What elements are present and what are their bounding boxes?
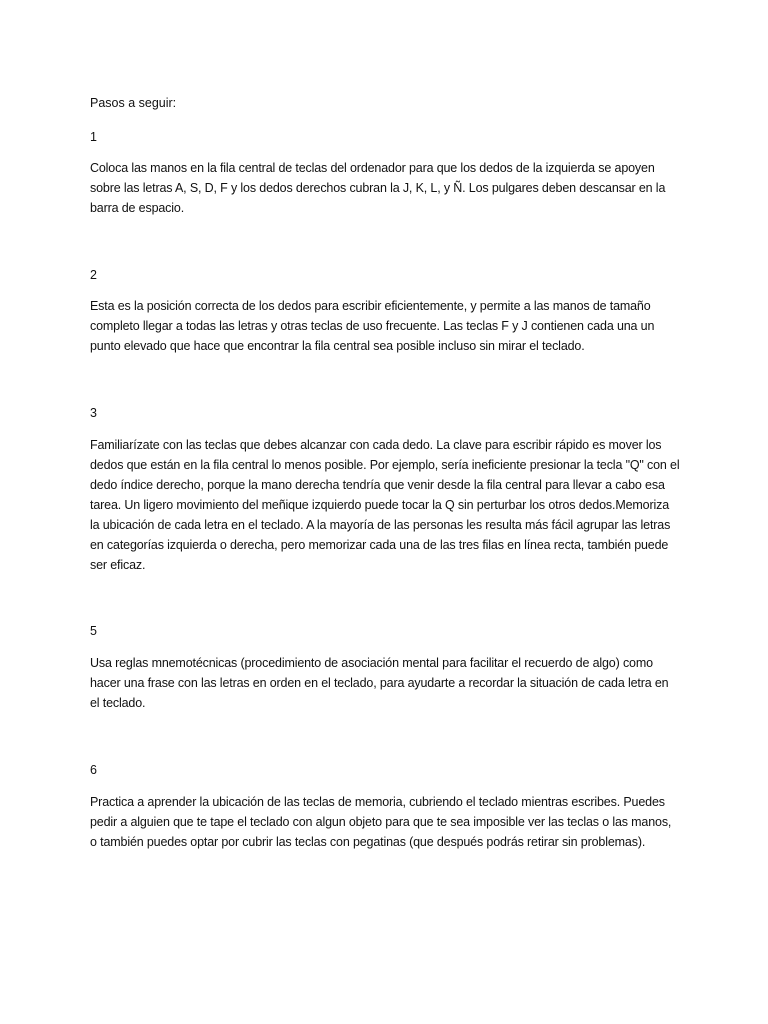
step-number: 2 (90, 268, 97, 282)
step-number: 1 (90, 130, 97, 144)
step-number: 3 (90, 406, 97, 420)
step-number: 5 (90, 624, 97, 638)
document-heading: Pasos a seguir: (90, 96, 177, 110)
step-text: Familiarízate con las teclas que debes alcanzar con cada dedo. La clave para escribir rápido es mover los dedos que están en la fila central lo menos posible. Por ejemplo, sería ineficiente presionar la tecla "Q" con el dedo índice derecho, porque la mano derecha tendría que venir desde la fila central para llevar a cabo esa tarea. Un ligero movimiento del meñique izquierdo puede tocar la Q sin perturbar los otros dedos.Memoriza la ubicación de cada letra en el teclado. A la mayoría de las personas les resulta más fácil agrupar las letras en categorías izquierda o derecha, pero memorizar cada una de las tres filas en línea recta, también puede ser eficaz. (90, 438, 680, 572)
step-text: Practica a aprender la ubicación de las teclas de memoria, cubriendo el teclado mientras escribes. Puedes pedir a alguien que te tape el teclado con algun objeto para que te sea imposible ver las teclas o las manos, o también puedes optar por cubrir las teclas con pegatinas (que después podrás retirar sin problemas). (90, 795, 672, 849)
step-text: Esta es la posición correcta de los dedos para escribir eficientemente, y permite a las manos de tamaño completo llegar a todas las letras y otras teclas de uso frecuente. Las teclas F y J contienen cada una un punto elevado que hace que encontrar la fila central sea posible incluso sin mirar el teclado. (90, 299, 655, 353)
step-text: Usa reglas mnemotécnicas (procedimiento de asociación mental para facilitar el recuerdo de algo) como hacer una frase con las letras en orden en el teclado, para ayudarte a recordar la situación de cada letra en el teclado. (90, 656, 669, 710)
step-text: Coloca las manos en la fila central de teclas del ordenador para que los dedos de la izquierda se apoyen sobre las letras A, S, D, F y los dedos derechos cubran la J, K, L, y Ñ. Los pulgares deben descansar en la barra de espacio. (90, 161, 666, 215)
step-number: 6 (90, 763, 97, 777)
